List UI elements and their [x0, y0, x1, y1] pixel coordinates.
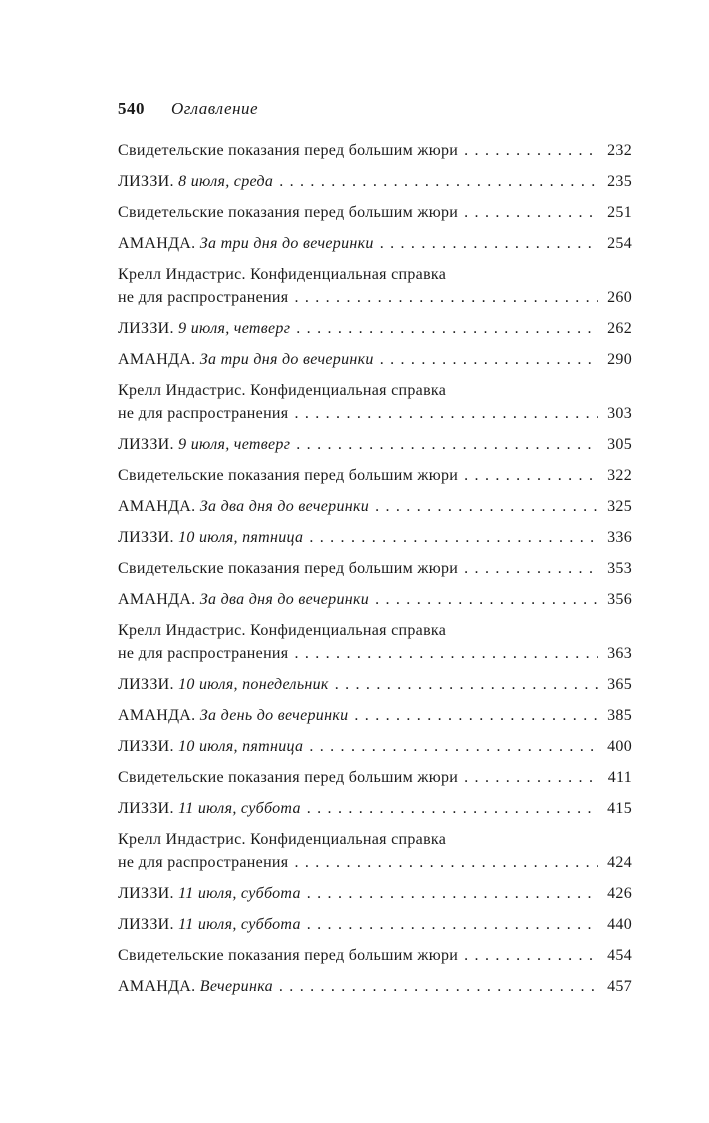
toc-entry-subtitle: 11 июля, суббота — [178, 916, 301, 933]
toc-entry — [118, 170, 632, 193]
toc-entry-page-number: 400 — [607, 738, 632, 755]
toc-entry-title — [118, 944, 458, 967]
toc-entry-page-number: 290 — [607, 351, 632, 368]
toc-entry-page-number: 365 — [607, 676, 632, 693]
toc-entry-first-line: Крелл Индастрис. Конфиденциальная справка — [118, 831, 447, 848]
toc-entry-title — [118, 735, 303, 758]
toc-entry-name: АМАНДА. — [118, 235, 196, 252]
dot-leader — [279, 170, 598, 193]
toc-entry-title — [118, 673, 329, 696]
toc-entry-name: ЛИЗЗИ. — [118, 916, 174, 933]
toc-entry-row — [118, 348, 632, 371]
toc-entry-title — [118, 317, 290, 340]
toc-entry-title — [118, 170, 273, 193]
toc-entry-title — [118, 139, 458, 162]
toc-entry-page-number: 336 — [607, 529, 632, 546]
toc-entry-row — [118, 317, 632, 340]
toc-entry-subtitle: За два дня до вечеринки — [199, 498, 370, 515]
toc-entry-page-number: 322 — [607, 467, 632, 484]
toc-entry — [118, 944, 632, 967]
toc-entry-page-number: 426 — [607, 885, 632, 902]
toc-entry-subtitle: 10 июля, пятница — [178, 529, 304, 546]
toc-entry-row — [118, 642, 632, 665]
toc-entry-title — [118, 975, 273, 998]
dot-leader — [464, 201, 598, 224]
toc-entry-row — [118, 673, 632, 696]
toc-entry-row — [118, 170, 632, 193]
toc-entry-row — [118, 913, 632, 936]
dot-leader — [375, 588, 598, 611]
dot-leader — [464, 944, 598, 967]
toc-entry — [118, 139, 632, 162]
toc-entry-row — [118, 286, 632, 309]
toc-entry — [118, 464, 632, 487]
toc-entry — [118, 379, 632, 425]
toc-entry — [118, 828, 632, 874]
toc-entry-page-number: 454 — [607, 947, 632, 964]
toc-entry — [118, 232, 632, 255]
toc-entry-subtitle: 10 июля, понедельник — [178, 676, 329, 693]
toc-entry-page-number: 303 — [607, 405, 632, 422]
toc-entry-name: ЛИЗЗИ. — [118, 676, 174, 693]
toc-entry-name: не для распространения — [118, 289, 289, 306]
toc-entry-title — [118, 286, 288, 309]
running-title: Оглавление — [171, 99, 259, 118]
dot-leader — [464, 557, 598, 580]
dot-leader — [464, 766, 598, 789]
toc-entry-row — [118, 232, 632, 255]
toc-entry-title — [118, 557, 458, 580]
dot-leader — [307, 797, 598, 820]
toc-entry-subtitle: Вечеринка — [199, 978, 273, 995]
toc-entry-first-line: Крелл Индастрис. Конфиденциальная справка — [118, 622, 447, 639]
toc-entry-name: ЛИЗЗИ. — [118, 738, 174, 755]
toc-entry — [118, 433, 632, 456]
toc-entry-page-number: 260 — [607, 289, 632, 306]
toc-entry-name: АМАНДА. — [118, 978, 196, 995]
toc-entry-subtitle: 8 июля, среда — [178, 173, 274, 190]
toc-entry-name: АМАНДА. — [118, 351, 196, 368]
toc-entry-row — [118, 588, 632, 611]
toc-entry-row — [118, 735, 632, 758]
toc-entry-title — [118, 201, 458, 224]
toc-entry-name: АМАНДА. — [118, 591, 196, 608]
toc-entry-row — [118, 557, 632, 580]
dot-leader — [309, 526, 598, 549]
toc-entry-title — [118, 495, 369, 518]
dot-leader — [294, 851, 598, 874]
toc-entry-row — [118, 526, 632, 549]
toc-entry-title — [118, 402, 288, 425]
dot-leader — [307, 913, 598, 936]
toc-entry-row — [118, 495, 632, 518]
toc-entry-row — [118, 201, 632, 224]
toc-entry-row — [118, 766, 632, 789]
toc-entry-row — [118, 975, 632, 998]
toc-entry-title — [118, 433, 290, 456]
toc-entry — [118, 495, 632, 518]
toc-entry-row — [118, 402, 632, 425]
dot-leader — [279, 975, 598, 998]
toc-entry-name: ЛИЗЗИ. — [118, 885, 174, 902]
toc-entry — [118, 588, 632, 611]
dot-leader — [375, 495, 598, 518]
dot-leader — [294, 286, 598, 309]
toc-entry — [118, 263, 632, 309]
dot-leader — [307, 882, 598, 905]
toc-entry-row — [118, 464, 632, 487]
toc-entry-row — [118, 944, 632, 967]
toc-entry-name: ЛИЗЗИ. — [118, 436, 174, 453]
toc-entry-name: Свидетельские показания перед большим жюри — [118, 947, 459, 964]
dot-leader — [380, 348, 598, 371]
dot-leader — [354, 704, 598, 727]
toc-entry-title — [118, 526, 303, 549]
toc-entry-page-number: 353 — [607, 560, 632, 577]
toc-entry-row — [118, 704, 632, 727]
toc-entry — [118, 975, 632, 998]
toc-entry-row — [118, 882, 632, 905]
toc-entry-title — [118, 232, 374, 255]
toc-entry-subtitle: 9 июля, четверг — [178, 436, 291, 453]
dot-leader — [296, 317, 598, 340]
toc-entry-name: не для распространения — [118, 405, 289, 422]
toc-entry-name: Свидетельские показания перед большим жюри — [118, 467, 459, 484]
toc-entry-subtitle: 9 июля, четверг — [178, 320, 291, 337]
toc-entry — [118, 766, 632, 789]
page-number: 540 — [118, 99, 145, 118]
toc-entry-name: Свидетельские показания перед большим жюри — [118, 142, 459, 159]
toc-entry — [118, 673, 632, 696]
toc-entry-title — [118, 464, 458, 487]
toc-entry-subtitle: За три дня до вечеринки — [199, 235, 374, 252]
toc-entry-subtitle: За три дня до вечеринки — [199, 351, 374, 368]
toc-entry-page-number: 457 — [607, 978, 632, 995]
toc-entry-title — [118, 588, 369, 611]
toc-entry-page-number: 363 — [607, 645, 632, 662]
toc-entry-page-number: 415 — [607, 800, 632, 817]
toc-entry-name: Свидетельские показания перед большим жюри — [118, 769, 459, 786]
toc-entry-page-number: 356 — [607, 591, 632, 608]
toc-entry-page-number: 262 — [607, 320, 632, 337]
toc-entry-title — [118, 766, 458, 789]
toc-entry-page-number: 251 — [607, 204, 632, 221]
toc-entry-title — [118, 642, 288, 665]
toc-entry — [118, 317, 632, 340]
dot-leader — [380, 232, 598, 255]
table-of-contents — [118, 139, 632, 998]
toc-entry-name: Свидетельские показания перед большим жюри — [118, 204, 459, 221]
toc-entry-name: ЛИЗЗИ. — [118, 800, 174, 817]
toc-entry-subtitle: 11 июля, суббота — [178, 800, 301, 817]
toc-entry-title — [118, 851, 288, 874]
toc-entry-page-number: 232 — [607, 142, 632, 159]
toc-entry-name: Свидетельские показания перед большим жюри — [118, 560, 459, 577]
toc-entry-page-number: 424 — [607, 854, 632, 871]
toc-page — [118, 96, 632, 1006]
toc-entry-title — [118, 704, 348, 727]
dot-leader — [294, 402, 598, 425]
toc-entry-title — [118, 882, 301, 905]
toc-entry-first-line: Крелл Индастрис. Конфиденциальная справка — [118, 382, 447, 399]
toc-entry-title — [118, 797, 301, 820]
toc-entry — [118, 526, 632, 549]
toc-entry-subtitle: За день до вечеринки — [199, 707, 349, 724]
toc-entry-name: не для распространения — [118, 645, 289, 662]
toc-entry-row — [118, 139, 632, 162]
toc-entry-subtitle: 11 июля, суббота — [178, 885, 301, 902]
toc-entry-name: АМАНДА. — [118, 707, 196, 724]
toc-entry-name: АМАНДА. — [118, 498, 196, 515]
toc-entry — [118, 557, 632, 580]
toc-entry — [118, 348, 632, 371]
toc-entry-page-number: 254 — [607, 235, 632, 252]
dot-leader — [464, 139, 598, 162]
toc-entry — [118, 201, 632, 224]
toc-entry-subtitle: За два дня до вечеринки — [199, 591, 370, 608]
toc-entry — [118, 882, 632, 905]
dot-leader — [335, 673, 598, 696]
toc-entry — [118, 913, 632, 936]
toc-entry-page-number: 440 — [607, 916, 632, 933]
toc-entry — [118, 619, 632, 665]
toc-entry-page-number: 385 — [607, 707, 632, 724]
toc-entry-title — [118, 913, 301, 936]
toc-entry-title — [118, 348, 374, 371]
toc-entry-page-number: 305 — [607, 436, 632, 453]
toc-entry — [118, 704, 632, 727]
toc-entry-page-number: 325 — [607, 498, 632, 515]
dot-leader — [294, 642, 598, 665]
toc-entry — [118, 797, 632, 820]
dot-leader — [296, 433, 598, 456]
toc-entry-name: ЛИЗЗИ. — [118, 320, 174, 337]
toc-entry — [118, 735, 632, 758]
toc-entry-first-line: Крелл Индастрис. Конфиденциальная справка — [118, 266, 447, 283]
toc-entry-name: ЛИЗЗИ. — [118, 529, 174, 546]
toc-entry-row — [118, 797, 632, 820]
toc-entry-name: ЛИЗЗИ. — [118, 173, 174, 190]
toc-entry-row — [118, 433, 632, 456]
running-head — [118, 96, 632, 122]
toc-entry-page-number: 235 — [607, 173, 632, 190]
toc-entry-name: не для распространения — [118, 854, 289, 871]
dot-leader — [309, 735, 598, 758]
toc-entry-row — [118, 851, 632, 874]
toc-entry-page-number: 411 — [607, 769, 632, 786]
toc-entry-subtitle: 10 июля, пятница — [178, 738, 304, 755]
dot-leader — [464, 464, 598, 487]
